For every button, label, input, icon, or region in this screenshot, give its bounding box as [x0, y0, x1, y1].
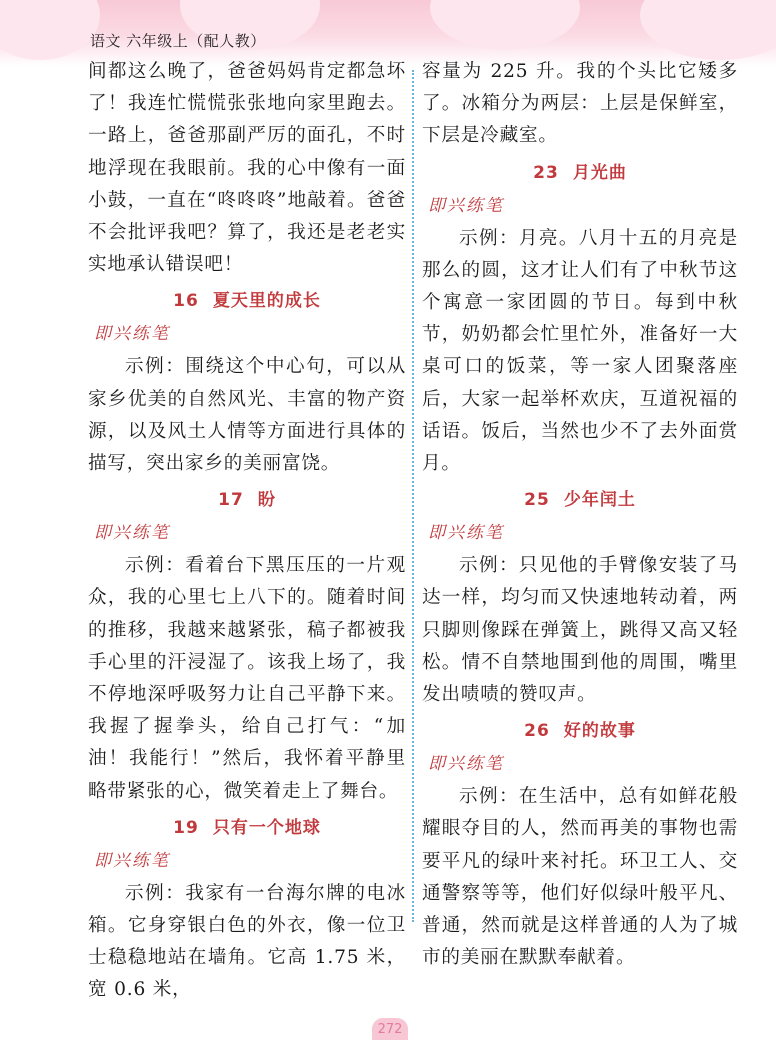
exercise-label: 即兴练笔 [428, 754, 504, 775]
section-title [88, 810, 406, 846]
exercise-label: 即兴练笔 [94, 324, 170, 345]
section-title-text: 夏天里的成长 [212, 291, 321, 312]
column-divider [412, 70, 414, 922]
section-title [422, 155, 738, 191]
section-title-text: 少年闰土 [563, 490, 636, 511]
section-number: 19 [173, 817, 199, 838]
continuation-paragraph: 间都这么晚了，爸爸妈妈肯定都急坏了！我连忙慌慌张张地向家里跑去。一路上，爸爸那副严厉的面孔，不时地浮现在我眼前。我的心中像有一面小鼓，一直在“咚咚咚”地敲着。爸爸不会批评我吧？算了，我还是老老实实地承认错误吧！ [88, 61, 406, 276]
example-paragraph: 示例：在生活中，总有如鲜花般耀眼夺目的人，然而再美的事物也需要平凡的绿叶来衬托。环卫工人、交通警察等等，他们好似绿叶般平凡、普通，然而就是这样普通的人为了城市的美丽在默默奉献着。 [422, 786, 738, 969]
section-title-text: 盼 [257, 490, 276, 511]
example-paragraph: 示例：看着台下黑压压的一片观众，我的心里七上八下的。随着时间的推移，我越来越紧张，稿子都被我手心里的汗浸湿了。该我上场了，我不停地深呼吸努力让自己平静下来。我握了握拳头，给自己打气：“加油！我能行！”然后，我怀着平静里略带紧张的心，微笑着走上了舞台。 [88, 555, 406, 802]
page-number: 272 [372, 1018, 408, 1040]
example-paragraph: 示例：围绕这个中心句，可以从家乡优美的自然风光、丰富的物产资源，以及风土人情等方面进行具体的描写，突出家乡的美丽富饶。 [88, 356, 406, 475]
decor-bubble [430, 0, 580, 50]
section-number: 26 [524, 721, 550, 742]
example-paragraph: 示例：月亮。八月十五的月亮是那么的圆，这才让人们有了中秋节这个寓意一家团圆的节日。每到中秋节，奶奶都会忙里忙外，准备好一大桌可口的饭菜，等一家人团聚落座后，大家一起举杯欢庆，互道祝福的话语。饭后，当然也少不了去外面赏月。 [422, 227, 738, 475]
exercise-label: 即兴练笔 [428, 195, 504, 216]
decor-bubble [0, 0, 100, 60]
section-number: 25 [524, 490, 550, 511]
decor-bubble [640, 0, 776, 60]
section-title [88, 482, 406, 518]
exercise-label: 即兴练笔 [94, 523, 170, 544]
section-title-text: 好的故事 [563, 721, 636, 742]
section-number: 17 [218, 490, 244, 511]
left-column [88, 56, 406, 1007]
example-paragraph: 示例：只见他的手臂像安装了马达一样，均匀而又快速地转动着，两只脚则像踩在弹簧上，跳得又高又轻松。情不自禁地围到他的周围，嘴里发出啧啧的赞叹声。 [422, 555, 738, 706]
section-title-text: 只有一个地球 [212, 817, 321, 838]
section-title [422, 482, 738, 518]
section-title [88, 283, 406, 319]
section-title-text: 月光曲 [572, 162, 627, 183]
right-column [422, 56, 738, 974]
example-paragraph: 示例：我家有一台海尔牌的电冰箱。它身穿银白色的外衣，像一位卫士稳稳地站在墙角。它高 1.75 米，宽 0.6 米， [88, 882, 406, 1001]
section-number: 16 [173, 291, 199, 312]
exercise-label: 即兴练笔 [94, 850, 170, 871]
continuation-paragraph: 容量为 225 升。我的个头比它矮多了。冰箱分为两层：上层是保鲜室，下层是冷藏室。 [422, 61, 738, 147]
page-header: 语文 六年级上（配人教） [90, 32, 266, 50]
section-title [422, 713, 738, 749]
section-number: 23 [533, 162, 559, 183]
exercise-label: 即兴练笔 [428, 523, 504, 544]
